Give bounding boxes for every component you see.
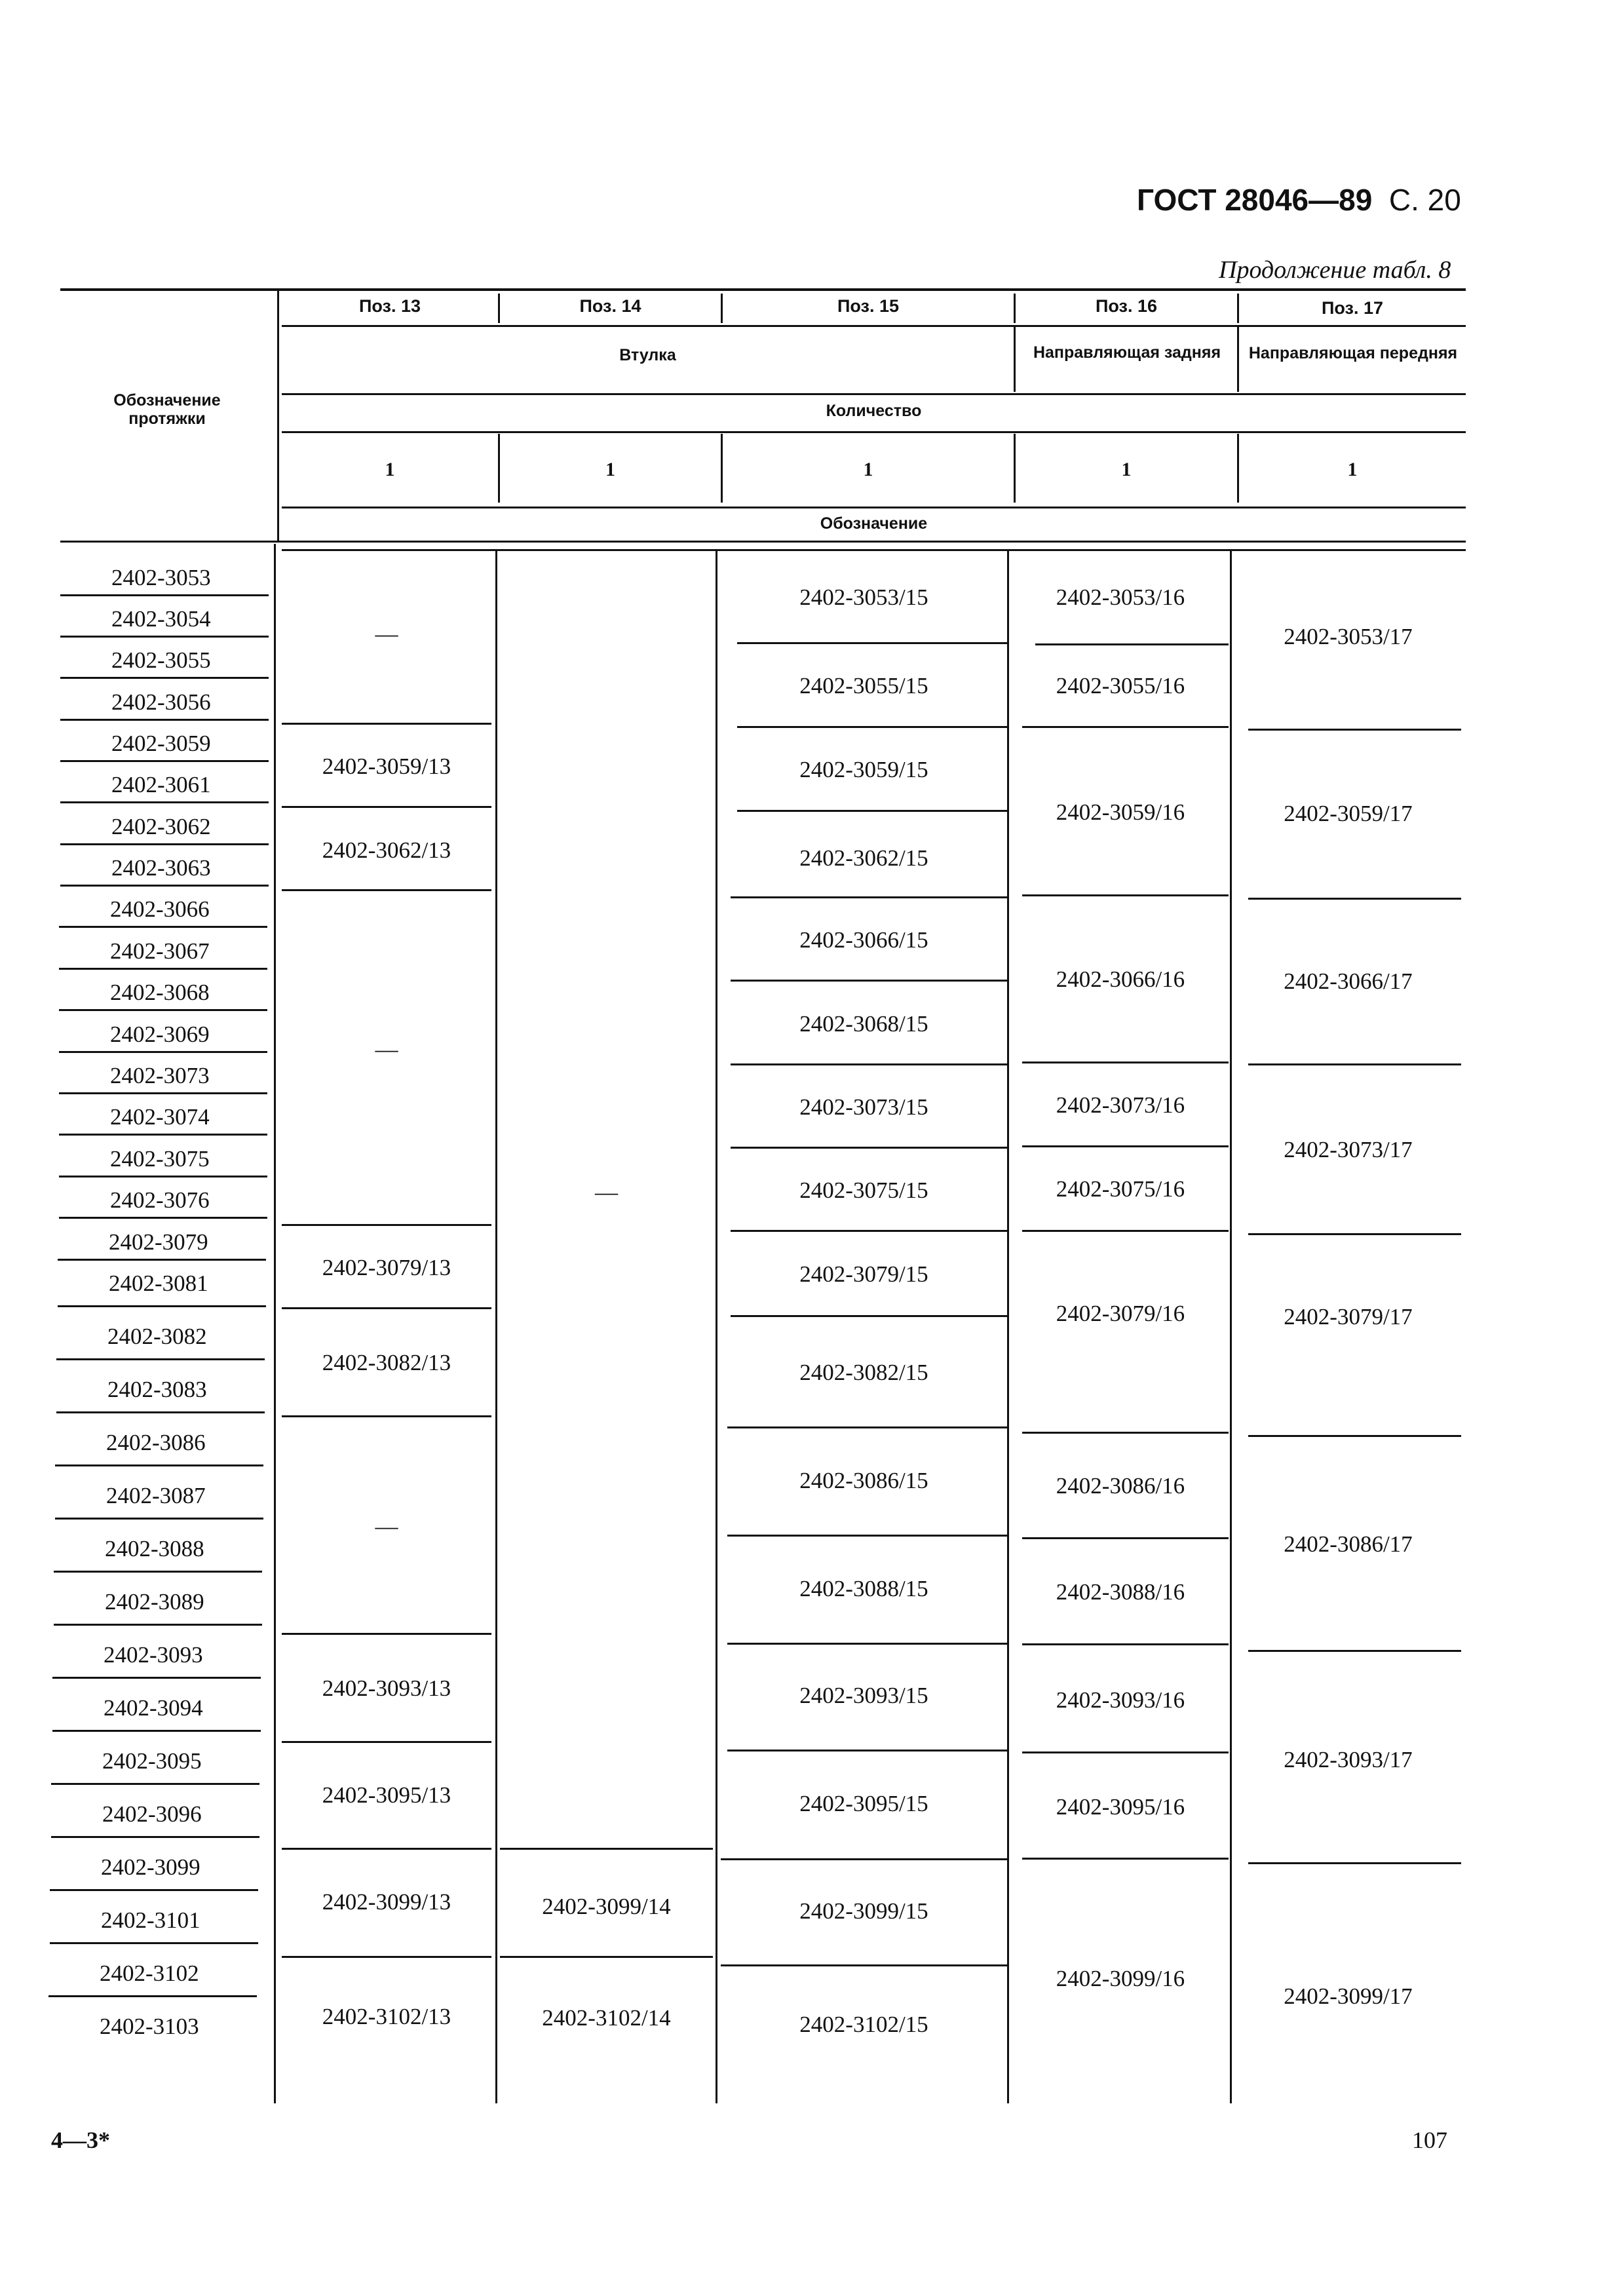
cell-15: 2402-3066/15 (799, 927, 928, 953)
row-rule (60, 677, 269, 679)
cell-14: — (595, 1179, 618, 1205)
row-label: 2402-3073 (110, 1063, 210, 1088)
row-rule (51, 1783, 259, 1785)
row-rule (60, 636, 269, 638)
pos-17-header: Поз. 17 (1322, 298, 1383, 318)
cell-15: 2402-3073/15 (799, 1094, 928, 1120)
row-rule (52, 1677, 261, 1679)
cell-14: 2402-3099/14 (542, 1894, 671, 1919)
row-rule (51, 1836, 259, 1838)
cell-16: 2402-3088/16 (1056, 1579, 1185, 1605)
row-label: 2402-3099 (101, 1854, 200, 1880)
pos-13-header: Поз. 13 (359, 296, 421, 316)
cell-16: 2402-3059/16 (1056, 799, 1185, 825)
cell-17: 2402-3099/17 (1284, 1983, 1413, 2009)
row-label: 2402-3096 (102, 1801, 202, 1827)
row-label: 2402-3086 (106, 1430, 206, 1455)
cell-16: 2402-3055/16 (1056, 673, 1185, 698)
row-label: 2402-3079 (109, 1229, 208, 1255)
designation-label: Обозначение (820, 514, 928, 533)
row-rule (60, 801, 269, 803)
row-label: 2402-3102 (100, 1961, 199, 1986)
row-label: 2402-3062 (111, 814, 211, 839)
cell-13: — (375, 1037, 398, 1062)
pos-15-header: Поз. 15 (837, 296, 899, 316)
row-label: 2402-3066 (110, 896, 210, 922)
row-label: 2402-3053 (111, 565, 211, 590)
row-rule (54, 1624, 262, 1626)
cell-13: 2402-3062/13 (322, 837, 451, 863)
cell-17: 2402-3073/17 (1284, 1137, 1413, 1162)
row-rule (50, 1889, 258, 1891)
cell-15: 2402-3068/15 (799, 1011, 928, 1037)
row-rule (59, 926, 267, 928)
row-label: 2402-3067 (110, 938, 210, 964)
row-rule (59, 1009, 267, 1011)
group-napr-per-header: Направляющая передняя (1248, 344, 1458, 362)
quantity-13: 1 (385, 459, 395, 480)
cell-13: 2402-3079/13 (322, 1255, 451, 1280)
row-rule (60, 719, 269, 721)
row-rule (60, 760, 269, 762)
cell-13: 2402-3059/13 (322, 754, 451, 779)
sheet-mark: 4—3* (51, 2127, 110, 2153)
row-label: 2402-3083 (107, 1377, 207, 1402)
cell-16: 2402-3053/16 (1056, 584, 1185, 610)
cell-15: 2402-3082/15 (799, 1360, 928, 1385)
cell-13: 2402-3093/13 (322, 1675, 451, 1701)
cell-16: 2402-3079/16 (1056, 1301, 1185, 1326)
cell-16: 2402-3099/16 (1056, 1966, 1185, 1991)
stub-header: Обозначение протяжки (113, 391, 221, 428)
row-label: 2402-3087 (106, 1483, 206, 1508)
row-rule (56, 1411, 265, 1413)
group-vtulka-header: Втулка (619, 346, 676, 364)
row-rule (59, 968, 267, 970)
cell-15: 2402-3053/15 (799, 584, 928, 610)
cell-15: 2402-3079/15 (799, 1261, 928, 1287)
table-continuation-subtitle: Продолжение табл. 8 (1219, 256, 1451, 284)
cell-13: 2402-3099/13 (322, 1889, 451, 1915)
row-rule (60, 594, 269, 596)
row-label: 2402-3054 (111, 606, 211, 632)
cell-15: 2402-3099/15 (799, 1898, 928, 1924)
row-rule (58, 1259, 266, 1261)
cell-17: 2402-3059/17 (1284, 801, 1413, 826)
row-label: 2402-3068 (110, 980, 210, 1005)
row-rule (59, 1176, 267, 1177)
row-rule (59, 1217, 267, 1219)
row-rule (50, 1942, 258, 1944)
group-napr-zad-header: Направляющая задняя (1033, 343, 1221, 362)
row-label: 2402-3081 (109, 1271, 208, 1296)
cell-15: 2402-3075/15 (799, 1177, 928, 1203)
cell-13: 2402-3082/13 (322, 1350, 451, 1375)
cell-16: 2402-3075/16 (1056, 1176, 1185, 1202)
quantity-14: 1 (605, 459, 615, 480)
cell-16: 2402-3073/16 (1056, 1092, 1185, 1118)
row-label: 2402-3074 (110, 1104, 210, 1130)
cell-16: 2402-3086/16 (1056, 1473, 1185, 1499)
row-rule (55, 1464, 263, 1466)
row-rule (59, 1051, 267, 1053)
row-label: 2402-3055 (111, 647, 211, 673)
cell-16: 2402-3066/16 (1056, 966, 1185, 992)
cell-13: 2402-3102/13 (322, 2004, 451, 2029)
cell-15: 2402-3093/15 (799, 1683, 928, 1708)
row-rule (59, 1134, 267, 1136)
quantity-17: 1 (1347, 459, 1358, 480)
cell-17: 2402-3079/17 (1284, 1304, 1413, 1330)
row-label: 2402-3094 (104, 1695, 203, 1721)
cell-17: 2402-3053/17 (1284, 624, 1413, 649)
row-rule (55, 1518, 263, 1520)
cell-15: 2402-3102/15 (799, 2012, 928, 2037)
quantity-16: 1 (1121, 459, 1132, 480)
cell-13: — (375, 621, 398, 647)
cell-15: 2402-3088/15 (799, 1576, 928, 1601)
cell-16: 2402-3095/16 (1056, 1794, 1185, 1820)
cell-15: 2402-3062/15 (799, 845, 928, 871)
page-number: 107 (1412, 2127, 1447, 2153)
cell-17: 2402-3066/17 (1284, 968, 1413, 994)
document-title: ГОСТ 28046—89 С. 20 (1137, 183, 1461, 217)
row-rule (48, 1995, 257, 1997)
row-label: 2402-3075 (110, 1146, 210, 1172)
row-rule (56, 1358, 265, 1360)
cell-15: 2402-3059/15 (799, 757, 928, 782)
row-label: 2402-3059 (111, 731, 211, 756)
row-label: 2402-3093 (104, 1642, 203, 1668)
cell-16: 2402-3093/16 (1056, 1687, 1185, 1713)
pos-16-header: Поз. 16 (1096, 296, 1157, 316)
row-label: 2402-3056 (111, 689, 211, 715)
cell-15: 2402-3095/15 (799, 1791, 928, 1816)
row-label: 2402-3063 (111, 855, 211, 881)
row-label: 2402-3089 (105, 1589, 204, 1615)
row-label: 2402-3061 (111, 772, 211, 797)
cell-13: 2402-3095/13 (322, 1782, 451, 1808)
pos-14-header: Поз. 14 (579, 296, 641, 316)
row-rule (52, 1730, 261, 1732)
row-rule (60, 843, 269, 845)
cell-15: 2402-3055/15 (799, 673, 928, 698)
row-label: 2402-3101 (101, 1907, 200, 1933)
row-label: 2402-3082 (107, 1324, 207, 1349)
cell-17: 2402-3093/17 (1284, 1747, 1413, 1772)
row-rule (60, 885, 269, 887)
cell-13: — (375, 1514, 398, 1539)
cell-15: 2402-3086/15 (799, 1468, 928, 1493)
row-label: 2402-3103 (100, 2014, 199, 2039)
row-label: 2402-3069 (110, 1022, 210, 1047)
row-rule (54, 1571, 262, 1573)
row-label: 2402-3095 (102, 1748, 202, 1774)
quantity-15: 1 (863, 459, 873, 480)
row-label: 2402-3088 (105, 1536, 204, 1561)
cell-17: 2402-3086/17 (1284, 1531, 1413, 1557)
cell-14: 2402-3102/14 (542, 2005, 671, 2031)
quantity-label: Количество (826, 402, 922, 420)
row-label: 2402-3076 (110, 1187, 210, 1213)
row-rule (59, 1092, 267, 1094)
row-rule (58, 1305, 266, 1307)
